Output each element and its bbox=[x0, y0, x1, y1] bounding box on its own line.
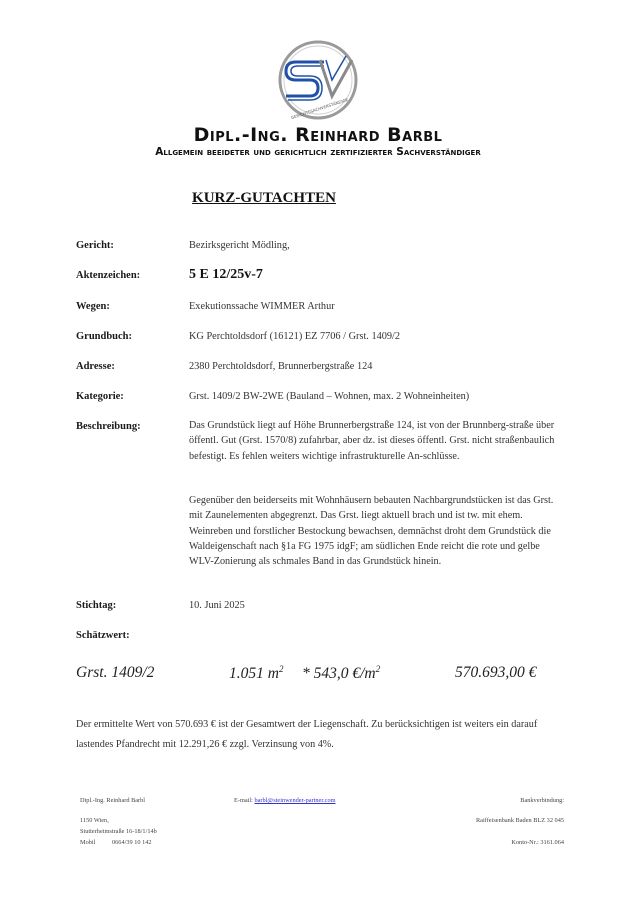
footer-email bbox=[234, 797, 336, 804]
field-value: Bezirksgericht Mödling, bbox=[189, 240, 290, 251]
document-title: KURZ-GUTACHTEN bbox=[192, 190, 336, 206]
field-label: Schätzwert: bbox=[76, 630, 130, 641]
footer-bank: Raiffeisenbank Baden BLZ 32 045 bbox=[475, 817, 564, 824]
calc-rate-value: * 543,0 €/m bbox=[302, 665, 376, 683]
description-paragraph-1: Das Grundstück liegt auf Höhe Brunnerbergstraße 124, ist von der Brunnberg-straße über öffentl. Gut (Grst. 1570/8) zufahrbar, aber dz. ist dieses öffentl. Grst. nicht straßenbaulich befestigt. Es fehlen weiters wichtige infrastrukturelle An-schlüsse. bbox=[189, 420, 555, 462]
logo-ring-text: GERICHTSSACHVERSTÄNDIGE bbox=[290, 96, 349, 121]
footer-account: Konto-Nr.: 3161.064 bbox=[511, 839, 564, 846]
field-value: Exekutionssache WIMMER Arthur bbox=[189, 301, 335, 312]
footer-street: Stutterheimstraße 16-18/1/14b bbox=[80, 828, 157, 835]
footer-mobile: 0664/39 10 142 bbox=[112, 839, 152, 846]
footer-name: Dipl.-Ing. Reinhard Barbl bbox=[80, 797, 146, 804]
sv-logo-graphic bbox=[276, 38, 360, 122]
summary-paragraph: Der ermittelte Wert von 570.693 € ist der Gesamtwert der Liegenschaft. Zu berücksichtigen ist weiters ein darauf lastendes Pfandrecht mit 12.291,26 € zzgl. Verzinsung von 4%. bbox=[76, 719, 538, 750]
calc-rate-sup: 2 bbox=[375, 664, 381, 674]
footer-email-link[interactable]: barbl@steinwender-partner.com bbox=[254, 797, 336, 804]
expert-subtitle: Allgemein beeideter und gerichtlich zertifizierter Sachverständiger bbox=[155, 146, 481, 158]
field-label: Wegen: bbox=[76, 301, 110, 312]
field-label: Gericht: bbox=[76, 240, 114, 251]
calc-rate bbox=[302, 664, 380, 683]
field-label: Beschreibung: bbox=[76, 421, 141, 432]
calc-area-sup: 2 bbox=[278, 664, 284, 674]
field-label: Grundbuch: bbox=[76, 331, 133, 342]
calc-area-value: 1.051 m bbox=[229, 665, 279, 683]
footer-bank-label: Bankverbindung: bbox=[520, 797, 564, 804]
description-paragraph-2: Gegenüber den beiderseits mit Wohnhäusern bebauten Nachbargrundstücken ist das Grst. mit Zaunelementen abgegrenzt. Das Grst. liegt aktuell brach und ist tw. mit ehem. Weinreben und forstlicher Bestockung bewachsen, demnächst droht dem Grundstück die Waldeigenschaft nach §1a FG 1975 idgF; am südlichen Ende reicht die rote und gelbe WLV-Zonierung als schmales Band in das Grundstück hinein. bbox=[189, 495, 554, 568]
footer-email-label: E-mail: bbox=[234, 797, 253, 804]
field-value: KG Perchtoldsdorf (16121) EZ 7706 / Grst. 1409/2 bbox=[189, 331, 401, 342]
field-label: Aktenzeichen: bbox=[76, 270, 141, 281]
expert-name: Dipl.-Ing. Reinhard Barbl bbox=[193, 124, 443, 146]
field-value: Grst. 1409/2 BW-2WE (Bauland – Wohnen, max. 2 Wohneinheiten) bbox=[189, 391, 470, 402]
calc-total: 570.693,00 € bbox=[455, 664, 537, 681]
sv-logo bbox=[276, 38, 360, 122]
footer-mobile-label: Mobil bbox=[80, 839, 96, 846]
field-label: Kategorie: bbox=[76, 391, 124, 402]
field-label: Adresse: bbox=[76, 361, 115, 372]
footer-city: 1150 Wien, bbox=[80, 817, 109, 824]
field-value: 5 E 12/25v-7 bbox=[189, 267, 263, 282]
field-label: Stichtag: bbox=[76, 600, 117, 611]
field-value: 10. Juni 2025 bbox=[189, 600, 245, 611]
calc-parcel: Grst. 1409/2 bbox=[76, 664, 155, 681]
field-value: 2380 Perchtoldsdorf, Brunnerbergstraße 124 bbox=[189, 361, 373, 372]
calc-area bbox=[229, 664, 283, 683]
